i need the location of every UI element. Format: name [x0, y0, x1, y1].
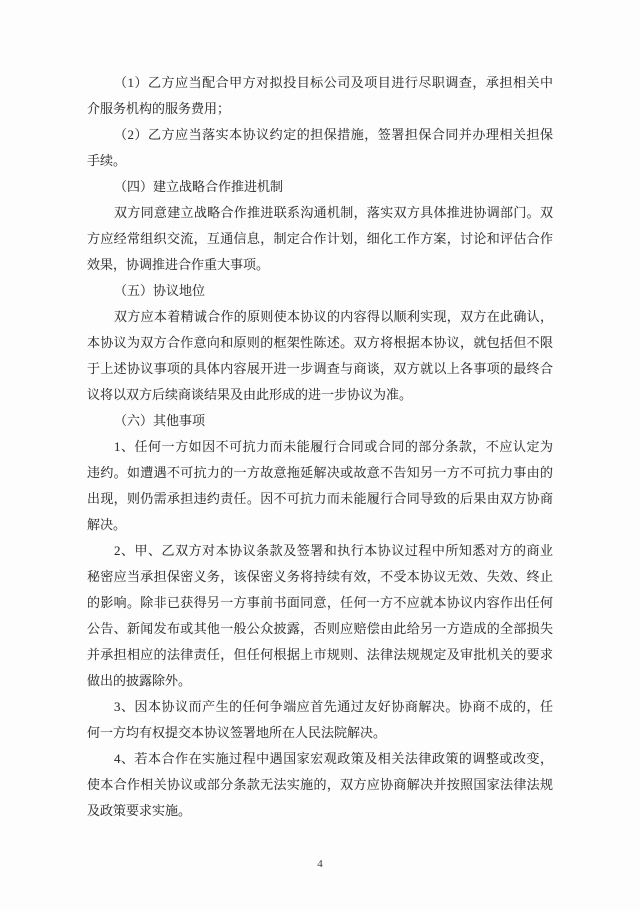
text-line: 3、因本协议而产生的任何争端应首先通过友好协商解决。协商不成的，任	[114, 699, 553, 714]
text-line: 双方应本着精诚合作的原则使本协议的内容得以顺利实现，双方在此确认，	[114, 309, 553, 324]
text-line: 出现，则仍需承担违约责任。因不可抗力而未能履行合同导致的后果由双方协商	[87, 491, 553, 506]
text-line: 于上述协议事项的具体内容展开进一步调查与商谈，双方就以上各事项的最终合	[87, 361, 553, 376]
text-line: （六）其他事项	[114, 413, 206, 428]
text-line: 介服务机构的服务费用；	[87, 101, 231, 116]
document-body	[87, 70, 553, 824]
text-line: 违约。如遭遇不可抗力的一方故意拖延解决或故意不告知另一方不可抗力事由的	[87, 465, 553, 480]
text-line: （五）协议地位	[114, 283, 206, 298]
text-line: 双方同意建立战略合作推进联系沟通机制，落实双方具体推进协调部门。双	[114, 205, 553, 220]
text-line: （2）乙方应当落实本协议约定的担保措施，签署担保合同并办理相关担保	[114, 127, 553, 142]
text-line: （1）乙方应当配合甲方对拟投目标公司及项目进行尽职调查，承担相关中	[114, 75, 553, 90]
text-line: 议将以双方后续商谈结果及由此形成的进一步协议为准。	[87, 387, 413, 402]
text-line: （四）建立战略合作推进机制	[114, 179, 284, 194]
text-line: 的影响。除非已获得另一方事前书面同意，任何一方不应就本协议内容作出任何	[87, 595, 553, 610]
text-line: 手续。	[87, 153, 127, 168]
page-number: 4	[317, 858, 323, 870]
text-line: 2、甲、乙双方对本协议条款及签署和执行本协议过程中所知悉对方的商业	[114, 543, 553, 558]
text-line: 本协议为双方合作意向和原则的框架性陈述。双方将根据本协议，就包括但不限	[87, 335, 553, 350]
text-line: 秘密应当承担保密义务，该保密义务将持续有效，不受本协议无效、失效、终止	[87, 569, 553, 584]
text-line: 1、任何一方如因不可抗力而未能履行合同或合同的部分条款，不应认定为	[114, 439, 553, 454]
text-line: 公告、新闻发布或其他一般公众披露，否则应赔偿由此给另一方造成的全部损失	[87, 621, 553, 636]
text-line: 做出的披露除外。	[87, 673, 192, 688]
text-line: 并承担相应的法律责任，但任何根据上市规则、法律法规规定及审批机关的要求	[87, 647, 553, 662]
text-line: 何一方均有权提交本协议签署地所在人民法院解决。	[87, 725, 387, 740]
text-line: 解决。	[87, 517, 127, 532]
text-line: 方应经常组织交流，互通信息，制定合作计划，细化工作方案，讨论和评估合作	[87, 231, 553, 246]
text-line: 使本合作相关协议或部分条款无法实施的，双方应协商解决并按照国家法律法规	[87, 777, 553, 792]
text-line: 及政策要求实施。	[87, 803, 192, 818]
text-line: 效果，协调推进合作重大事项。	[87, 257, 270, 272]
text-line: 4、若本合作在实施过程中遇国家宏观政策及相关法律政策的调整或改变，	[114, 751, 553, 766]
